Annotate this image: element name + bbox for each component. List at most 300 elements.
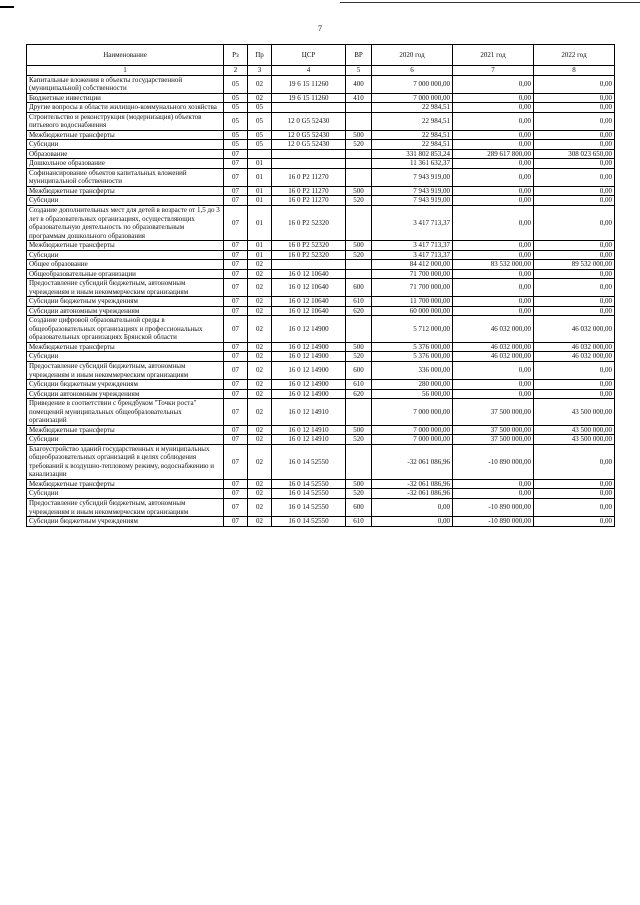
cell-2022: 0,00: [534, 159, 615, 169]
table-row: [27, 517, 615, 527]
cell-rz: 07: [224, 250, 248, 260]
cell-csr: 16 0 14 52550: [272, 498, 346, 516]
table-row: [27, 103, 615, 113]
cell-vr: [346, 159, 372, 169]
cell-rz: 07: [224, 241, 248, 251]
cell-2022: 0,00: [534, 517, 615, 527]
cell-vr: 520: [346, 140, 372, 150]
cell-2020: -32 061 086,96: [372, 479, 453, 489]
table-row: [27, 112, 615, 130]
cell-name: Образование: [27, 149, 224, 159]
cell-pr: 02: [248, 297, 272, 307]
cell-2020: 0,00: [372, 498, 453, 516]
cell-2022: 46 032 000,00: [534, 316, 615, 343]
cell-2022: 0,00: [534, 205, 615, 240]
cell-2022: 46 032 000,00: [534, 352, 615, 362]
cell-csr: 16 0 P2 52320: [272, 250, 346, 260]
cell-csr: 12 0 G5 52430: [272, 112, 346, 130]
cell-vr: 610: [346, 297, 372, 307]
cell-rz: 07: [224, 297, 248, 307]
cell-rz: 05: [224, 103, 248, 113]
cell-2020: 5 712 000,00: [372, 316, 453, 343]
cell-csr: 16 0 12 14910: [272, 399, 346, 426]
table-row: [27, 196, 615, 206]
cell-rz: 07: [224, 205, 248, 240]
cell-vr: [346, 269, 372, 279]
index-cell: 2: [224, 66, 248, 76]
cell-2021: 46 032 000,00: [453, 316, 534, 343]
cell-2022: 0,00: [534, 362, 615, 380]
table-row: [27, 352, 615, 362]
cell-2022: 0,00: [534, 196, 615, 206]
cell-pr: 01: [248, 196, 272, 206]
cell-pr: 02: [248, 489, 272, 499]
table-body: [27, 75, 615, 526]
cell-csr: 16 0 P2 52320: [272, 205, 346, 240]
cell-2021: -10 890 000,00: [453, 517, 534, 527]
cell-name: Межбюджетные трансферты: [27, 186, 224, 196]
cell-2021: 0,00: [453, 479, 534, 489]
index-cell: 8: [534, 66, 615, 76]
table-row: [27, 168, 615, 186]
cell-pr: 02: [248, 435, 272, 445]
cell-csr: [272, 159, 346, 169]
cell-rz: 07: [224, 168, 248, 186]
table-header-row: [27, 45, 615, 66]
cell-pr: 02: [248, 362, 272, 380]
header-2020: 2020 год: [372, 45, 453, 66]
cell-pr: 02: [248, 306, 272, 316]
scan-edge-mark: [0, 6, 14, 8]
cell-2020: 7 000 000,00: [372, 425, 453, 435]
cell-pr: 02: [248, 269, 272, 279]
cell-2021: 0,00: [453, 168, 534, 186]
cell-rz: 07: [224, 435, 248, 445]
cell-pr: 02: [248, 279, 272, 297]
cell-2021: 0,00: [453, 103, 534, 113]
cell-2022: 0,00: [534, 444, 615, 479]
table-row: [27, 425, 615, 435]
cell-rz: 07: [224, 342, 248, 352]
cell-pr: 01: [248, 241, 272, 251]
cell-2020: 22 984,51: [372, 130, 453, 140]
cell-csr: 16 0 12 14900: [272, 352, 346, 362]
cell-csr: 16 0 12 14900: [272, 316, 346, 343]
cell-vr: 520: [346, 489, 372, 499]
cell-vr: [346, 444, 372, 479]
cell-name: Строительство и реконструкция (модернизация) объектов питьевого водоснабжения: [27, 112, 224, 130]
cell-vr: 410: [346, 93, 372, 103]
table-row: [27, 444, 615, 479]
cell-csr: 16 0 12 14900: [272, 362, 346, 380]
cell-rz: 07: [224, 489, 248, 499]
table-row: [27, 241, 615, 251]
cell-2022: 0,00: [534, 269, 615, 279]
cell-2022: 0,00: [534, 130, 615, 140]
cell-name: Другие вопросы в области жилищно-коммунального хозяйства: [27, 103, 224, 113]
table-row: [27, 149, 615, 159]
cell-pr: 02: [248, 342, 272, 352]
cell-2021: 0,00: [453, 75, 534, 93]
cell-2022: 89 532 000,00: [534, 260, 615, 270]
budget-table: [26, 44, 615, 527]
index-cell: 7: [453, 66, 534, 76]
cell-rz: 07: [224, 260, 248, 270]
table-row: [27, 342, 615, 352]
cell-name: Субсидии автономным учреждениям: [27, 306, 224, 316]
cell-name: Межбюджетные трансферты: [27, 425, 224, 435]
cell-name: Создание цифровой образовательной среды в общеобразовательных организациях и профессиональных образовательных организациях Брянской области: [27, 316, 224, 343]
cell-2021: 0,00: [453, 93, 534, 103]
cell-2021: 46 032 000,00: [453, 342, 534, 352]
cell-rz: 05: [224, 130, 248, 140]
cell-2021: 0,00: [453, 380, 534, 390]
cell-2021: 0,00: [453, 241, 534, 251]
cell-vr: 500: [346, 342, 372, 352]
cell-rz: 07: [224, 389, 248, 399]
cell-pr: 05: [248, 112, 272, 130]
cell-csr: 12 0 G5 52430: [272, 140, 346, 150]
cell-vr: 500: [346, 425, 372, 435]
cell-2021: 83 532 000,00: [453, 260, 534, 270]
table-row: [27, 498, 615, 516]
cell-2022: 0,00: [534, 168, 615, 186]
cell-pr: [248, 149, 272, 159]
cell-vr: [346, 260, 372, 270]
cell-2022: 43 500 000,00: [534, 425, 615, 435]
table-row: [27, 186, 615, 196]
cell-2021: 37 500 000,00: [453, 399, 534, 426]
cell-csr: 16 0 14 52550: [272, 517, 346, 527]
cell-2022: 0,00: [534, 103, 615, 113]
cell-2020: 22 984,51: [372, 112, 453, 130]
cell-csr: [272, 260, 346, 270]
cell-2022: 43 500 000,00: [534, 435, 615, 445]
cell-vr: 500: [346, 130, 372, 140]
cell-rz: 05: [224, 93, 248, 103]
cell-2022: 0,00: [534, 241, 615, 251]
cell-pr: 05: [248, 130, 272, 140]
cell-2020: 11 361 632,37: [372, 159, 453, 169]
cell-vr: 520: [346, 352, 372, 362]
cell-2022: 0,00: [534, 498, 615, 516]
cell-rz: 07: [224, 479, 248, 489]
cell-csr: 16 0 12 10640: [272, 269, 346, 279]
table-row: [27, 489, 615, 499]
cell-pr: 02: [248, 479, 272, 489]
cell-rz: 05: [224, 75, 248, 93]
cell-2020: -32 061 086,96: [372, 489, 453, 499]
table-row: [27, 140, 615, 150]
cell-name: Общее образование: [27, 260, 224, 270]
cell-2020: 0,00: [372, 517, 453, 527]
cell-name: Субсидии: [27, 352, 224, 362]
cell-vr: 500: [346, 241, 372, 251]
cell-2021: -10 890 000,00: [453, 444, 534, 479]
cell-name: Бюджетные инвестиции: [27, 93, 224, 103]
cell-name: Субсидии бюджетным учреждениям: [27, 380, 224, 390]
cell-pr: 02: [248, 444, 272, 479]
cell-2020: 7 000 000,00: [372, 75, 453, 93]
table-row: [27, 389, 615, 399]
cell-2020: 71 700 000,00: [372, 279, 453, 297]
cell-rz: 07: [224, 444, 248, 479]
cell-2021: 37 500 000,00: [453, 425, 534, 435]
cell-csr: 16 0 12 10640: [272, 279, 346, 297]
cell-2021: 0,00: [453, 112, 534, 130]
cell-name: Субсидии бюджетным учреждениям: [27, 297, 224, 307]
cell-rz: 07: [224, 279, 248, 297]
table-row: [27, 159, 615, 169]
cell-rz: 07: [224, 517, 248, 527]
cell-2020: 5 376 000,00: [372, 342, 453, 352]
cell-vr: [346, 316, 372, 343]
cell-csr: 16 0 14 52550: [272, 444, 346, 479]
cell-vr: 400: [346, 75, 372, 93]
cell-2021: 0,00: [453, 140, 534, 150]
cell-csr: 16 0 12 10640: [272, 306, 346, 316]
cell-vr: [346, 103, 372, 113]
cell-name: Капитальные вложения в объекты государственной (муниципальной) собственности: [27, 75, 224, 93]
cell-name: Софинансирование объектов капитальных вложений муниципальной собственности: [27, 168, 224, 186]
cell-name: Субсидии: [27, 250, 224, 260]
cell-rz: 07: [224, 306, 248, 316]
cell-rz: 07: [224, 186, 248, 196]
table-row: [27, 435, 615, 445]
cell-2020: 7 000 000,00: [372, 399, 453, 426]
cell-csr: 16 0 P2 11270: [272, 186, 346, 196]
cell-rz: 07: [224, 269, 248, 279]
cell-2021: 0,00: [453, 205, 534, 240]
cell-pr: 02: [248, 352, 272, 362]
cell-name: Межбюджетные трансферты: [27, 479, 224, 489]
cell-csr: 16 0 P2 11270: [272, 168, 346, 186]
cell-2020: 336 000,00: [372, 362, 453, 380]
cell-name: Предоставление субсидий бюджетным, автономным учреждениям и иным некоммерческим организациям: [27, 279, 224, 297]
cell-name: Субсидии автономным учреждениям: [27, 389, 224, 399]
cell-vr: [346, 399, 372, 426]
cell-csr: 16 0 12 14900: [272, 342, 346, 352]
cell-csr: 16 0 14 52550: [272, 489, 346, 499]
cell-name: Субсидии: [27, 140, 224, 150]
cell-2021: 289 617 800,00: [453, 149, 534, 159]
cell-2020: 280 000,00: [372, 380, 453, 390]
table-row: [27, 205, 615, 240]
cell-csr: 16 0 P2 52320: [272, 241, 346, 251]
table-row: [27, 250, 615, 260]
cell-2022: 0,00: [534, 186, 615, 196]
cell-2022: 0,00: [534, 489, 615, 499]
cell-2021: 0,00: [453, 489, 534, 499]
table-row: [27, 399, 615, 426]
cell-2020: 22 984,51: [372, 140, 453, 150]
cell-pr: 02: [248, 316, 272, 343]
table-row: [27, 279, 615, 297]
index-cell: 4: [272, 66, 346, 76]
cell-2020: 3 417 713,37: [372, 205, 453, 240]
column-index-row: [27, 66, 615, 76]
cell-pr: 02: [248, 498, 272, 516]
cell-2021: 46 032 000,00: [453, 352, 534, 362]
cell-csr: 19 6 15 11260: [272, 93, 346, 103]
header-2021: 2021 год: [453, 45, 534, 66]
cell-vr: 520: [346, 435, 372, 445]
cell-2021: 37 500 000,00: [453, 435, 534, 445]
cell-name: Общеобразовательные организации: [27, 269, 224, 279]
cell-pr: 05: [248, 103, 272, 113]
cell-vr: 500: [346, 186, 372, 196]
cell-vr: 620: [346, 306, 372, 316]
cell-name: Субсидии бюджетным учреждениям: [27, 517, 224, 527]
cell-2021: 0,00: [453, 186, 534, 196]
header-pr: Пр: [248, 45, 272, 66]
cell-rz: 07: [224, 149, 248, 159]
index-cell: 6: [372, 66, 453, 76]
cell-pr: 02: [248, 260, 272, 270]
cell-name: Приведение в соответствии с брендбуком "Точки роста" помещений муниципальных общеобразовательных организаций: [27, 399, 224, 426]
cell-2021: 0,00: [453, 279, 534, 297]
cell-name: Предоставление субсидий бюджетным, автономным учреждениям и иным некоммерческим организациям: [27, 362, 224, 380]
cell-vr: [346, 168, 372, 186]
cell-2022: 0,00: [534, 297, 615, 307]
page-number: 7: [318, 24, 322, 33]
cell-vr: 600: [346, 279, 372, 297]
cell-2020: 71 700 000,00: [372, 269, 453, 279]
cell-2021: 0,00: [453, 389, 534, 399]
cell-csr: 16 0 12 14900: [272, 380, 346, 390]
cell-vr: 610: [346, 517, 372, 527]
header-2022: 2022 год: [534, 45, 615, 66]
cell-2021: -10 890 000,00: [453, 498, 534, 516]
cell-2022: 0,00: [534, 389, 615, 399]
cell-csr: 16 0 12 14910: [272, 435, 346, 445]
cell-name: Межбюджетные трансферты: [27, 130, 224, 140]
table-row: [27, 316, 615, 343]
cell-2021: 0,00: [453, 297, 534, 307]
cell-csr: [272, 103, 346, 113]
cell-vr: 520: [346, 250, 372, 260]
cell-2021: 0,00: [453, 269, 534, 279]
cell-rz: 07: [224, 380, 248, 390]
cell-csr: 16 0 P2 11270: [272, 196, 346, 206]
cell-2022: 0,00: [534, 93, 615, 103]
cell-2020: 22 984,51: [372, 103, 453, 113]
cell-vr: 500: [346, 479, 372, 489]
cell-name: Предоставление субсидий бюджетным, автономным учреждениям и иным некоммерческим организациям: [27, 498, 224, 516]
cell-pr: 02: [248, 399, 272, 426]
cell-name: Межбюджетные трансферты: [27, 241, 224, 251]
cell-rz: 07: [224, 425, 248, 435]
cell-vr: 600: [346, 498, 372, 516]
cell-rz: 07: [224, 362, 248, 380]
cell-rz: 07: [224, 352, 248, 362]
cell-rz: 05: [224, 140, 248, 150]
cell-2020: 3 417 713,37: [372, 241, 453, 251]
cell-rz: 07: [224, 498, 248, 516]
cell-2022: 0,00: [534, 112, 615, 130]
cell-csr: 19 6 15 11260: [272, 75, 346, 93]
cell-vr: [346, 149, 372, 159]
cell-vr: [346, 112, 372, 130]
cell-name: Субсидии: [27, 196, 224, 206]
cell-name: Межбюджетные трансферты: [27, 342, 224, 352]
cell-2022: 0,00: [534, 306, 615, 316]
cell-vr: 520: [346, 196, 372, 206]
header-name: Наименование: [27, 45, 224, 66]
cell-2022: 0,00: [534, 250, 615, 260]
cell-name: Благоустройство зданий государственных и муниципальных общеобразовательных организаций в целях соблюдения требований к воздушно-тепловому режиму, водоснабжению и канализации: [27, 444, 224, 479]
cell-vr: 600: [346, 362, 372, 380]
cell-2021: 0,00: [453, 159, 534, 169]
index-cell: 5: [346, 66, 372, 76]
cell-2020: 7 000 000,00: [372, 93, 453, 103]
table-row: [27, 93, 615, 103]
cell-2022: 308 023 650,00: [534, 149, 615, 159]
cell-rz: 07: [224, 399, 248, 426]
cell-pr: 02: [248, 425, 272, 435]
table-row: [27, 269, 615, 279]
cell-vr: [346, 205, 372, 240]
cell-pr: 01: [248, 168, 272, 186]
cell-2020: 5 376 000,00: [372, 352, 453, 362]
cell-pr: 01: [248, 205, 272, 240]
cell-2021: 0,00: [453, 362, 534, 380]
cell-csr: 12 0 G5 52430: [272, 130, 346, 140]
table-row: [27, 75, 615, 93]
cell-csr: 16 0 12 14910: [272, 425, 346, 435]
cell-2022: 0,00: [534, 140, 615, 150]
cell-2021: 0,00: [453, 130, 534, 140]
cell-rz: 07: [224, 159, 248, 169]
table-row: [27, 306, 615, 316]
cell-pr: 01: [248, 186, 272, 196]
cell-vr: 620: [346, 389, 372, 399]
cell-csr: 16 0 14 52550: [272, 479, 346, 489]
table-row: [27, 130, 615, 140]
cell-2022: 0,00: [534, 75, 615, 93]
cell-2022: 43 500 000,00: [534, 399, 615, 426]
table-row: [27, 362, 615, 380]
cell-pr: 02: [248, 389, 272, 399]
cell-pr: 02: [248, 75, 272, 93]
table-row: [27, 479, 615, 489]
header-csr: ЦСР: [272, 45, 346, 66]
cell-2021: 0,00: [453, 306, 534, 316]
cell-2021: 0,00: [453, 250, 534, 260]
cell-rz: 07: [224, 316, 248, 343]
cell-2022: 46 032 000,00: [534, 342, 615, 352]
index-cell: 1: [27, 66, 224, 76]
cell-2020: 7 000 000,00: [372, 435, 453, 445]
cell-rz: 07: [224, 196, 248, 206]
cell-2020: 60 000 000,00: [372, 306, 453, 316]
cell-2022: 0,00: [534, 380, 615, 390]
cell-name: Создание дополнительных мест для детей в возрасте от 1,5 до 3 лет в образовательных организациях, осуществляющих образовательную деятельность по образовательным программам дошкольного образования: [27, 205, 224, 240]
cell-name: Дошкольное образование: [27, 159, 224, 169]
cell-pr: 02: [248, 517, 272, 527]
cell-2020: -32 061 086,96: [372, 444, 453, 479]
header-rz: Рз: [224, 45, 248, 66]
cell-vr: 610: [346, 380, 372, 390]
cell-pr: 01: [248, 159, 272, 169]
cell-pr: 01: [248, 250, 272, 260]
cell-csr: [272, 149, 346, 159]
cell-pr: 02: [248, 380, 272, 390]
cell-csr: 16 0 12 14900: [272, 389, 346, 399]
cell-2021: 0,00: [453, 196, 534, 206]
cell-2022: 0,00: [534, 479, 615, 489]
index-cell: 3: [248, 66, 272, 76]
